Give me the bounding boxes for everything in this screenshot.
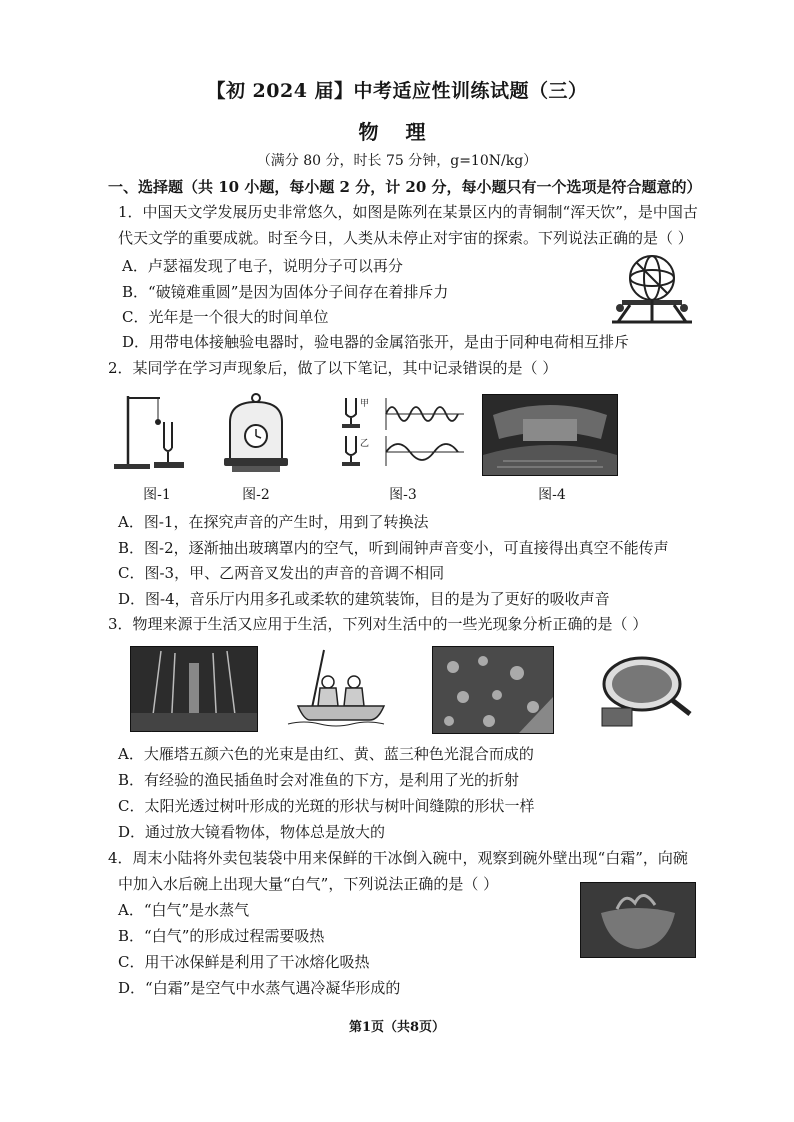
- q1-option-c: C．光年是一个很大的时间单位: [122, 308, 329, 326]
- q2-option-d: D．图-4，音乐厅内用多孔或柔软的建筑装饰，目的是为了更好的吸收声音: [118, 590, 610, 608]
- armillary-sphere-image: [608, 248, 696, 326]
- q1-option-b: B．“破镜难重圆”是因为固体分子间存在着排斥力: [122, 283, 449, 301]
- figure-3-waveforms: [338, 396, 468, 468]
- q4-option-b: B．“白气”的形成过程需要吸热: [118, 927, 325, 945]
- subject-title: 物 理: [358, 120, 436, 144]
- q3-option-b: B．有经验的渔民插鱼时会对准鱼的下方，是利用了光的折射: [118, 771, 520, 789]
- figure-4-concert-hall-photo: [482, 394, 618, 476]
- q2-option-c: C．图-3，甲、乙两音叉发出的声音的音调不相同: [118, 564, 445, 582]
- q4-option-c: C．用干冰保鲜是利用了干冰熔化吸热: [118, 953, 370, 971]
- q1-option-d: D．用带电体接触验电器时，验电器的金属箔张开，是由于同种电荷相互排斥: [122, 333, 630, 351]
- figure-2-bell-jar: [222, 392, 290, 474]
- q4-stem-line2: 中加入水后碗上出现大量“白气”，下列说法正确的是（ ）: [118, 875, 499, 893]
- q2-option-a: A．图-1，在探究声音的产生时，用到了转换法: [118, 513, 429, 531]
- q4-option-a: A．“白气”是水蒸气: [118, 901, 250, 919]
- q4-dry-ice-bowl-photo: [580, 882, 696, 958]
- q3-stem: 3．物理来源于生活又应用于生活，下列对生活中的一些光现象分析正确的是（ ）: [108, 615, 648, 633]
- q2-stem: 2．某同学在学习声现象后，做了以下笔记，其中记录错误的是（ ）: [108, 359, 558, 377]
- figure-3-label-jia: 甲: [360, 399, 370, 409]
- q1-option-a: A．卢瑟福发现了电子，说明分子可以再分: [122, 257, 403, 275]
- figure-3-label-yi: 乙: [360, 439, 370, 449]
- page-footer: 第1页（共8页）: [348, 1020, 446, 1035]
- section-heading: 一、选择题（共 10 小题，每小题 2 分，计 20 分，每小题只有一个选项是符合题意的）: [108, 178, 702, 196]
- q1-stem-line2: 代天文学的重要成就。时至今日，人类从未停止对宇宙的探索。下列说法正确的是（ ）: [118, 229, 693, 247]
- figure-1-tuning-fork-stand: [112, 392, 192, 470]
- q3-pagoda-light-photo: [130, 646, 258, 732]
- q3-option-a: A．大雁塔五颜六色的光束是由红、黄、蓝三种色光混合而成的: [118, 745, 534, 763]
- figure-2-caption: 图-2: [242, 487, 270, 503]
- q4-option-d: D．“白霜”是空气中水蒸气遇冷凝华形成的: [118, 979, 401, 997]
- exam-title: 【初 2024 届】中考适应性训练试题（三）: [206, 80, 588, 102]
- q3-option-d: D．通过放大镜看物体，物体总是放大的: [118, 823, 386, 841]
- q3-fishermen-boat-image: [284, 648, 396, 730]
- exam-info: （满分 80 分，时长 75 分钟，g=10N/kg）: [256, 153, 538, 169]
- q3-sunlight-spots-photo: [432, 646, 554, 734]
- q3-magnifying-glass-image: [592, 650, 694, 732]
- figure-3-caption: 图-3: [389, 487, 417, 503]
- figure-1-caption: 图-1: [143, 487, 171, 503]
- figure-4-caption: 图-4: [538, 487, 566, 503]
- q2-option-b: B．图-2，逐渐抽出玻璃罩内的空气，听到闹钟声音变小，可直接得出真空不能传声: [118, 539, 669, 557]
- q4-stem-line1: 4．周末小陆将外卖包装袋中用来保鲜的干冰倒入碗中，观察到碗外壁出现“白霜”，向碗: [108, 849, 688, 867]
- q3-option-c: C．太阳光透过树叶形成的光斑的形状与树叶间缝隙的形状一样: [118, 797, 535, 815]
- q1-stem-line1: 1．中国天文学发展历史非常悠久，如图是陈列在某景区内的青铜制“浑天饮”，是中国古: [118, 203, 698, 221]
